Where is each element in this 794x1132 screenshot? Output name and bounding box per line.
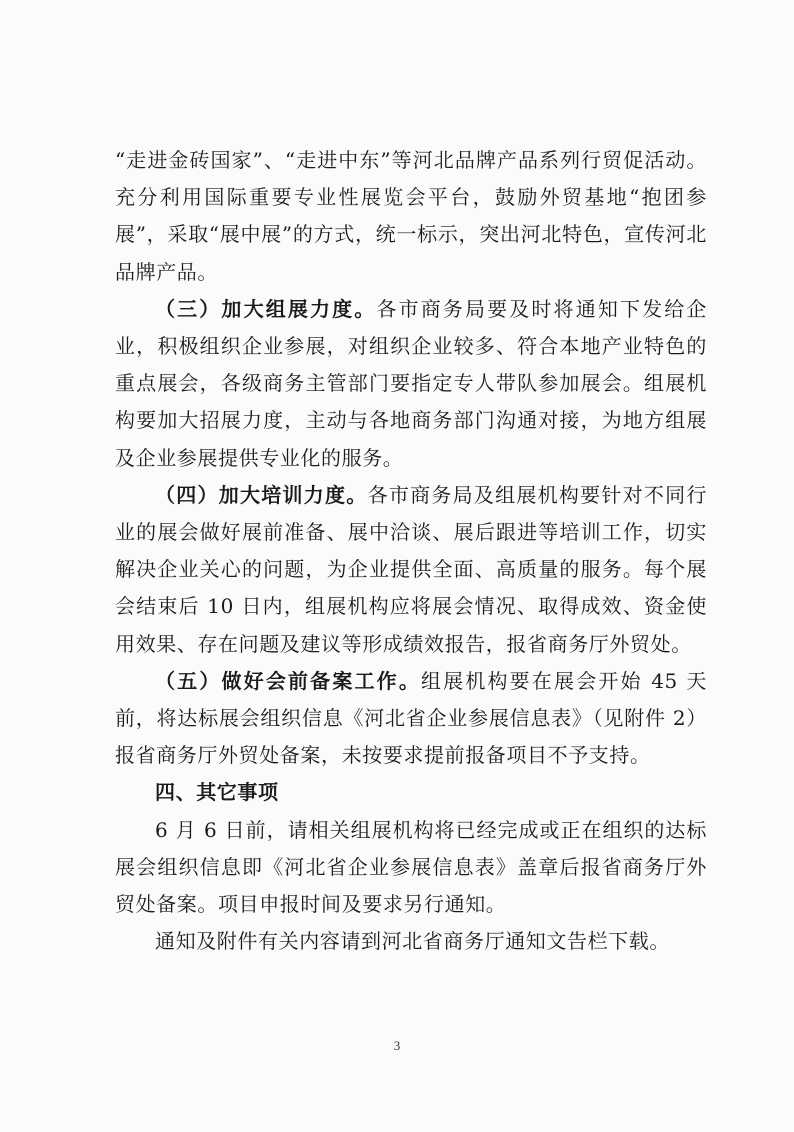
paragraph-deadline: 6 月 6 日前，请相关组展机构将已经完成或正在组织的达标展会组织信息即《河北省企业参展信息表》盖章后报省商务厅外贸处备案。项目申报时间及要求另行通知。 [115, 817, 707, 917]
section-body-training: 各市商务局及组展机构要针对不同行业的展会做好展前准备、展中洽谈、展后跟进等培训工作，切实解决企业关心的问题，为企业提供全面、高质量的服务。每个展会结束后 10 日内，组展机构应将展会情况、取得成效、资金使用效果、存在问题及建议等形成绩效报告，报省商务厅外贸处。 [115, 482, 707, 656]
document-body [115, 142, 707, 960]
section-title-training: （四）加大培训力度。 [155, 482, 368, 507]
section-heading-other-matters: 四、其它事项 [155, 780, 279, 805]
paragraph-filing [115, 663, 707, 775]
paragraph-exhibition-organization [115, 291, 707, 477]
section-title-filing: （五）做好会前备案工作。 [155, 668, 422, 693]
paragraph-brand-promotion: “走进金砖国家”、“走进中东”等河北品牌产品系列行贸促活动。充分利用国际重要专业性展览会平台，鼓励外贸基地“抱团参展”，采取“展中展”的方式，统一标示，突出河北特色，宣传河北品牌产品。 [115, 148, 707, 284]
page-number: 3 [393, 1038, 401, 1053]
paragraph-download-notice: 通知及附件有关内容请到河北省商务厅通知文告栏下载。 [155, 929, 670, 954]
section-body-exhibition-organization: 各市商务局要及时将通知下发给企业，积极组织企业参展，对组织企业较多、符合本地产业特色的重点展会，各级商务主管部门要指定专人带队参加展会。组展机构要加大招展力度，主动与各地商务部门沟通对接，为地方组展及企业参展提供专业化的服务。 [115, 296, 708, 470]
paragraph-training [115, 477, 707, 663]
section-body-filing: 组展机构要在展会开始 45 天前，将达标展会组织信息《河北省企业参展信息表》（见附件 2）报省商务厅外贸处备案，未按要求提前报备项目不予支持。 [115, 668, 707, 768]
section-title-exhibition-organization: （三）加大组展力度。 [155, 296, 377, 321]
